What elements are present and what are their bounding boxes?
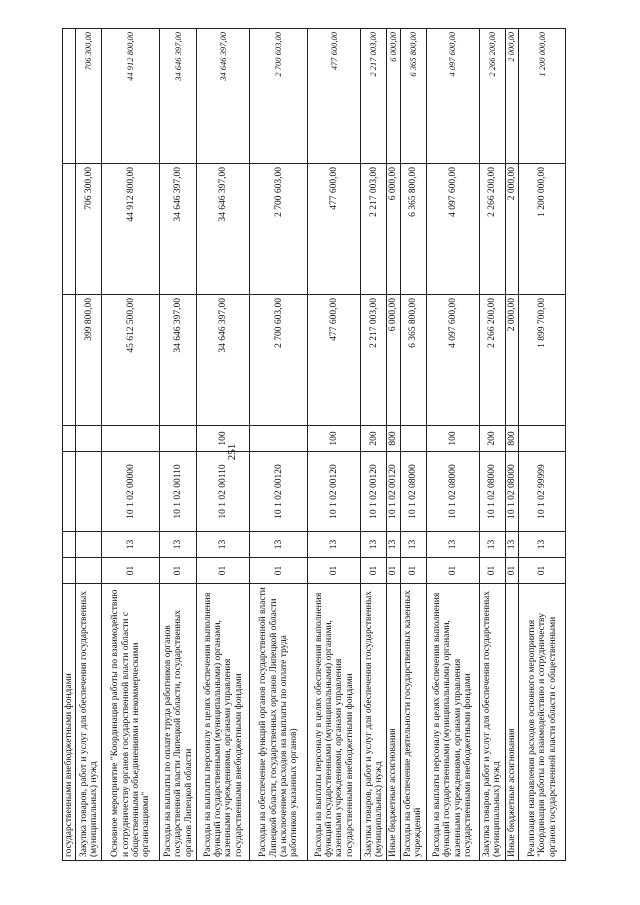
- row-amount-2021: 44 912 800,00: [102, 29, 160, 164]
- row-amount-2021: 477 600,00: [308, 29, 361, 164]
- row-grbs-code: [63, 558, 76, 584]
- row-target-code: 10 1 02 00110: [160, 452, 197, 532]
- row-amount-2019: 4 097 600,00: [426, 295, 479, 426]
- row-section-code: 13: [250, 532, 308, 558]
- row-section-code: 13: [400, 532, 426, 558]
- row-amount-2019: 2 217 003,00: [361, 295, 387, 426]
- row-expense-type-code: 800: [387, 426, 400, 452]
- row-target-code: [76, 452, 102, 532]
- row-target-code: 10 1 02 00120: [308, 452, 361, 532]
- row-amount-2021: 2 700 603,00: [250, 29, 308, 164]
- row-grbs-code: 01: [426, 558, 479, 584]
- budget-table-frame: [62, 29, 558, 861]
- row-amount-2019: 399 800,00: [76, 295, 102, 426]
- row-target-code: 10 1 02 00120: [361, 452, 387, 532]
- row-amount-2021: 4 097 600,00: [426, 29, 479, 164]
- row-expense-type-code: 800: [505, 426, 518, 452]
- row-section-code: [63, 532, 76, 558]
- row-section-code: 13: [160, 532, 197, 558]
- budget-table-rotated: [62, 29, 558, 861]
- row-name: Закупка товаров, работ и услуг для обеспечения государственных (муниципальных) нужд: [479, 584, 505, 861]
- row-amount-2021: 706 300,00: [76, 29, 102, 164]
- row-amount-2020: 706 300,00: [76, 164, 102, 295]
- row-name: Расходы на обеспечение деятельности государственных казенных учреждений: [400, 584, 426, 861]
- table-row: [505, 29, 518, 861]
- row-amount-2020: 34 646 397,00: [160, 164, 197, 295]
- row-amount-2020: 34 646 397,00: [197, 164, 250, 295]
- row-target-code: 10 1 02 08000: [505, 452, 518, 532]
- row-amount-2019: 2 700 603,00: [250, 295, 308, 426]
- row-grbs-code: [76, 558, 102, 584]
- row-expense-type-code: 200: [479, 426, 505, 452]
- row-expense-type-code: 100: [308, 426, 361, 452]
- table-row: [160, 29, 197, 861]
- row-amount-2020: 2 217 003,00: [361, 164, 387, 295]
- row-name: Иные бюджетные ассигнования: [387, 584, 400, 861]
- row-section-code: 13: [308, 532, 361, 558]
- row-amount-2020: 2 266 200,00: [479, 164, 505, 295]
- table-row: [197, 29, 250, 861]
- row-amount-2019: 45 612 500,00: [102, 295, 160, 426]
- row-name: Расходы на обеспечение функций органов государственной власти Липецкой области, государственных органов Липецкой области (за исключением расходов на выплаты по оплате труда работников указанных органов): [250, 584, 308, 861]
- row-target-code: 10 1 02 00000: [102, 452, 160, 532]
- row-target-code: 10 1 02 08000: [400, 452, 426, 532]
- table-row: [426, 29, 479, 861]
- row-grbs-code: 01: [197, 558, 250, 584]
- row-section-code: 13: [197, 532, 250, 558]
- row-section-code: 13: [361, 532, 387, 558]
- row-amount-2021: 1 200 000,00: [519, 29, 566, 164]
- table-row: [76, 29, 102, 861]
- row-expense-type-code: 100: [197, 426, 250, 452]
- row-name: Иные бюджетные ассигнования: [505, 584, 518, 861]
- row-amount-2021: 6 000,00: [387, 29, 400, 164]
- row-grbs-code: 01: [479, 558, 505, 584]
- row-target-code: 10 1 02 08000: [479, 452, 505, 532]
- row-expense-type-code: [400, 426, 426, 452]
- row-target-code: 10 1 02 00110: [197, 452, 250, 532]
- row-amount-2021: 6 365 800,00: [400, 29, 426, 164]
- row-amount-2020: 6 000,00: [387, 164, 400, 295]
- row-section-code: 13: [102, 532, 160, 558]
- row-target-code: 10 1 02 00120: [250, 452, 308, 532]
- row-grbs-code: 01: [308, 558, 361, 584]
- row-amount-2019: 477 600,00: [308, 295, 361, 426]
- row-expense-type-code: 100: [426, 426, 479, 452]
- row-amount-2020: 2 000,00: [505, 164, 518, 295]
- table-row: [102, 29, 160, 861]
- row-expense-type-code: [250, 426, 308, 452]
- row-amount-2021: 2 266 200,00: [479, 29, 505, 164]
- row-expense-type-code: [519, 426, 566, 452]
- row-amount-2020: 477 600,00: [308, 164, 361, 295]
- row-name: Реализация направления расходов основного мероприятия "Координация работы по взаимодействию и сотрудничеству органов государственной власти области с общественными: [519, 584, 566, 861]
- row-amount-2020: [63, 164, 76, 295]
- row-amount-2019: [63, 295, 76, 426]
- row-amount-2019: 2 000,00: [505, 295, 518, 426]
- table-row: [308, 29, 361, 861]
- row-expense-type-code: [102, 426, 160, 452]
- row-amount-2019: 1 899 700,00: [519, 295, 566, 426]
- row-grbs-code: 01: [250, 558, 308, 584]
- row-amount-2020: 44 912 800,00: [102, 164, 160, 295]
- row-name: Расходы на выплаты персоналу в целях обеспечения выполнения функций государственными (муниципальными) органами, казенными учреждениями, органами управления государственными внебюджетными фондами: [197, 584, 250, 861]
- table-row: [361, 29, 387, 861]
- row-amount-2020: 1 200 000,00: [519, 164, 566, 295]
- row-name: Расходы на выплаты персоналу в целях обеспечения выполнения функций государственными (муниципальными) органами, казенными учреждениями, органами управления государственными внебюджетными фондами: [426, 584, 479, 861]
- row-section-code: [76, 532, 102, 558]
- row-amount-2021: 34 646 397,00: [197, 29, 250, 164]
- table-row: [479, 29, 505, 861]
- budget-table: [62, 28, 566, 861]
- row-amount-2020: 2 700 603,00: [250, 164, 308, 295]
- page-number: 251: [226, 443, 238, 461]
- row-amount-2021: 34 646 397,00: [160, 29, 197, 164]
- row-section-code: 13: [519, 532, 566, 558]
- row-target-code: 10 1 02 08000: [426, 452, 479, 532]
- row-target-code: 10 1 02 00120: [387, 452, 400, 532]
- row-grbs-code: 01: [387, 558, 400, 584]
- row-name: Основное мероприятие "Координация работы по взаимодействию и сотрудничеству органов государственной власти области с общественными объединениями и некоммерческими организациями": [102, 584, 160, 861]
- row-grbs-code: 01: [519, 558, 566, 584]
- row-amount-2021: 2 000,00: [505, 29, 518, 164]
- row-expense-type-code: [63, 426, 76, 452]
- row-section-code: 13: [479, 532, 505, 558]
- row-name: Расходы на выплаты персоналу в целях обеспечения выполнения функций государственными (муниципальными) органами, казенными учреждениями, органами управления государственными внебюджетными фондами: [308, 584, 361, 861]
- row-expense-type-code: [160, 426, 197, 452]
- row-expense-type-code: [76, 426, 102, 452]
- row-expense-type-code: 200: [361, 426, 387, 452]
- row-amount-2021: 2 217 003,00: [361, 29, 387, 164]
- row-name: государственными внебюджетными фондами: [63, 584, 76, 861]
- row-amount-2019: 34 646 397,00: [160, 295, 197, 426]
- row-amount-2019: 6 000,00: [387, 295, 400, 426]
- row-target-code: [63, 452, 76, 532]
- row-section-code: 13: [505, 532, 518, 558]
- row-name: Закупка товаров, работ и услуг для обеспечения государственных (муниципальных) нужд: [361, 584, 387, 861]
- row-grbs-code: 01: [160, 558, 197, 584]
- table-row: [387, 29, 400, 861]
- table-row: [250, 29, 308, 861]
- row-amount-2021: [63, 29, 76, 164]
- row-target-code: 10 1 02 99999: [519, 452, 566, 532]
- row-grbs-code: 01: [400, 558, 426, 584]
- row-grbs-code: 01: [505, 558, 518, 584]
- row-amount-2019: 2 266 200,00: [479, 295, 505, 426]
- table-row: [63, 29, 76, 861]
- table-body: [63, 29, 566, 861]
- row-section-code: 13: [387, 532, 400, 558]
- row-amount-2020: 6 365 800,00: [400, 164, 426, 295]
- row-amount-2019: 6 365 800,00: [400, 295, 426, 426]
- row-grbs-code: 01: [102, 558, 160, 584]
- row-name: Закупка товаров, работ и услуг для обеспечения государственных (муниципальных) нужд: [76, 584, 102, 861]
- row-grbs-code: 01: [361, 558, 387, 584]
- row-amount-2019: 34 646 397,00: [197, 295, 250, 426]
- row-name: Расходы на выплаты по оплате труда работников органов государственной власти Липецкой области, государственных органов Липецкой области: [160, 584, 197, 861]
- row-section-code: 13: [426, 532, 479, 558]
- row-amount-2020: 4 097 600,00: [426, 164, 479, 295]
- table-row: [519, 29, 566, 861]
- table-row: [400, 29, 426, 861]
